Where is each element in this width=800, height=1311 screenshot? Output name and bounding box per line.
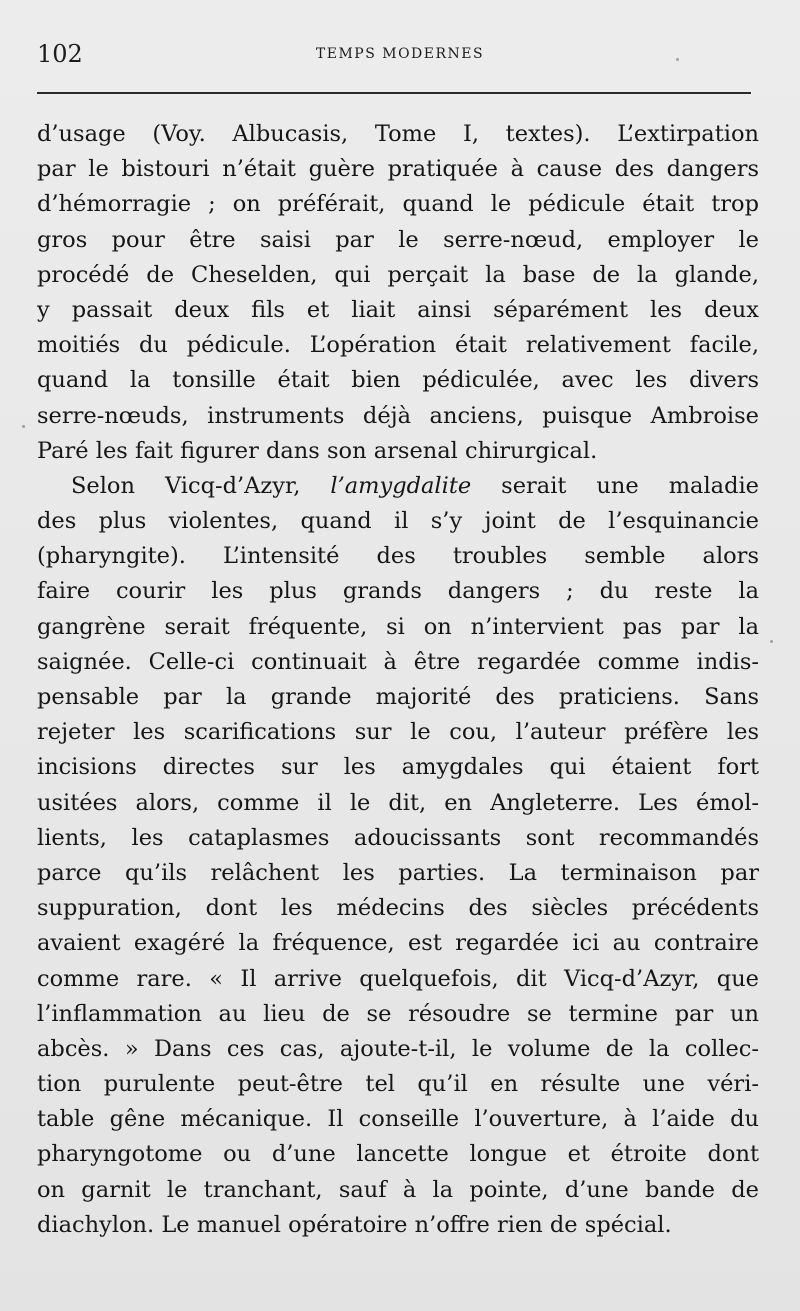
text-line: Paré les fait figurer dans son arsenal chirurgical.: [37, 437, 598, 464]
paper-speck: [676, 58, 679, 61]
text-line: avaient exagéré la fréquence, est regardée ici au contraire: [37, 930, 759, 957]
text-run: serait une maladie: [471, 472, 759, 499]
text-line: d’hémorragie ; on préférait, quand le pédicule était trop: [37, 191, 759, 218]
paper-speck: [770, 640, 773, 643]
page-number: 102: [37, 40, 83, 68]
text-line: suppuration, dont les médecins des siècles précédents: [37, 895, 759, 922]
text-line: l’inflammation au lieu de se résoudre se termine par un: [37, 1000, 759, 1027]
text-line: pharyngotome ou d’une lancette longue et étroite dont: [37, 1141, 759, 1168]
text-line: saignée. Celle-ci continuait à être regardée comme indis-: [37, 648, 759, 675]
text-line: table gêne mécanique. Il conseille l’ouverture, à l’aide du: [37, 1106, 759, 1133]
text-line: des plus violentes, quand il s’y joint de l’esquinancie: [37, 508, 759, 535]
header-rule: [37, 92, 751, 94]
text-line: lients, les cataplasmes adoucissants sont recommandés: [37, 824, 759, 851]
paragraph-start-line: [37, 469, 759, 504]
text-line: (pharyngite). L’intensité des troubles semble alors: [37, 543, 759, 570]
text-line: gangrène serait fréquente, si on n’intervient pas par la: [37, 613, 759, 640]
text-line: d’usage (Voy. Albucasis, Tome I, textes). L’extirpation: [37, 121, 759, 147]
text-run: Selon Vicq-d’Azyr,: [71, 472, 331, 499]
text-line: tion purulente peut-être tel qu’il en résulte une véri-: [37, 1071, 759, 1098]
text-line: quand la tonsille était bien pédiculée, avec les divers: [37, 367, 759, 394]
text-line: on garnit le tranchant, sauf à la pointe, d’une bande de: [37, 1176, 759, 1203]
body-text: [37, 117, 759, 1243]
text-line: rejeter les scarifications sur le cou, l’auteur préfère les: [37, 719, 759, 746]
text-line: procédé de Cheselden, qui perçait la base de la glande,: [37, 261, 759, 288]
text-line: par le bistouri n’était guère pratiquée à cause des dangers: [37, 156, 759, 183]
text-line: pensable par la grande majorité des praticiens. Sans: [37, 684, 759, 710]
text-line: y passait deux fils et liait ainsi séparément les deux: [37, 296, 759, 323]
text-line: serre-nœuds, instruments déjà anciens, puisque Ambroise: [37, 402, 759, 429]
running-title: TEMPS MODERNES: [315, 46, 485, 62]
text-line: gros pour être saisi par le serre-nœud, employer le: [37, 226, 759, 253]
text-line: moitiés du pédicule. L’opération était relativement facile,: [37, 332, 759, 359]
text-line: abcès. » Dans ces cas, ajoute-t-il, le volume de la collec-: [37, 1035, 759, 1062]
italic-term: l’amygdalite: [330, 472, 472, 499]
paper-speck: [22, 425, 25, 428]
text-line: usitées alors, comme il le dit, en Angleterre. Les émol-: [37, 789, 759, 816]
text-line: faire courir les plus grands dangers ; du reste la: [37, 578, 759, 605]
text-line: comme rare. « Il arrive quelquefois, dit Vicq-d’Azyr, que: [37, 965, 759, 992]
text-line: parce qu’ils relâchent les parties. La terminaison par: [37, 859, 759, 886]
text-line: incisions directes sur les amygdales qui étaient fort: [37, 754, 759, 781]
text-line: diachylon. Le manuel opératoire n’offre rien de spécial.: [37, 1211, 672, 1238]
